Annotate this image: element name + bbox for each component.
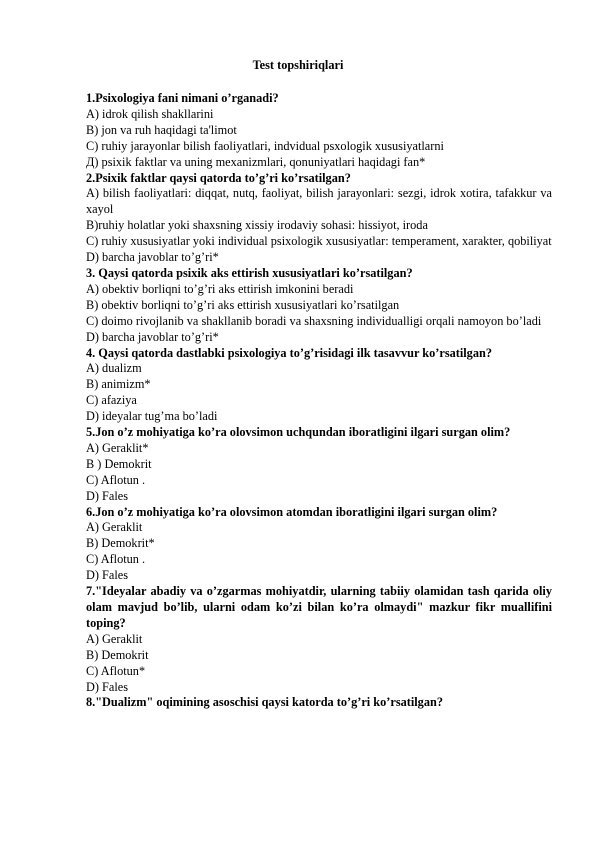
answer-option: A) idrok qilish shakllarini: [86, 106, 214, 121]
answer-option: A) dualizm: [86, 361, 142, 376]
answer-option: C) ruhiy xususiyatlar yoki individual psixologik xususiyatlar: temperament, xarakter, qobiliyat: [86, 234, 552, 249]
answer-option: D) Fales: [86, 488, 129, 503]
answer-option: B) jon va ruh haqidagi ta'limot: [86, 122, 237, 137]
answer-option: A) bilish faoliyatlari: diqqat, nutq, faoliyat, bilish jarayonlari: sezgi, idrok xotira, tafakkur va xayol: [86, 186, 552, 217]
page-title: Test topshiriqlari: [252, 58, 344, 72]
answer-option: A) Geraklit*: [86, 440, 149, 455]
answer-option: D) Fales: [86, 679, 129, 694]
answer-option: B) Demokrit*: [86, 536, 155, 551]
question-text: 5.Jon o’z mohiyatiga ko’ra olovsimon uchqundan iboratligini ilgari surgan olim?: [86, 425, 511, 440]
answer-option: A) obektiv borliqni to’g’ri aks ettirish imkonini beradi: [86, 281, 354, 296]
answer-option: A) Geraklit: [86, 631, 143, 646]
question-text: 7."Ideyalar abadiy va o’zgarmas mohiyatdir, ularning tabiiy olamidan tash qarida oliy olam mavjud bo’lib, ularni odam ko’zi bilan ko’ra olmaydi" mazkur fikr muallifini toping?: [86, 584, 552, 630]
answer-option: C) Aflotun .: [86, 472, 146, 487]
question-text: 6.Jon o’z mohiyatiga ko’ra olovsimon atomdan iboratligini ilgari surgan olim?: [86, 504, 498, 519]
answer-option: D) barcha javoblar to’g’ri*: [86, 250, 219, 265]
answer-option: C) ruhiy jarayonlar bilish faoliyatlari, indvidual psxologik xususiyatlarni: [86, 138, 444, 153]
answer-option: D) ideyalar tug’ma bo’ladi: [86, 409, 218, 424]
question-text: 4. Qaysi qatorda dastlabki psixologiya to’g’risidagi ilk tasavvur ko’rsatilgan?: [86, 345, 492, 360]
answer-option: B) obektiv borliqni to’g’ri aks ettirish xususiyatlari ko’rsatilgan: [86, 297, 400, 312]
answer-option: B)ruhiy holatlar yoki shaxsning xissiy irodaviy sohasi: hissiyot, iroda: [86, 218, 428, 233]
answer-option: Д) psixik faktlar va uning mexanizmlari, qonuniyatlari haqidagi fan*: [86, 154, 426, 169]
answer-option: D) barcha javoblar to’g’ri*: [86, 329, 219, 344]
answer-option: D) Fales: [86, 568, 129, 583]
answer-option: C) afaziya: [86, 393, 137, 408]
question-text: 8."Dualizm" oqimining asoschisi qaysi katorda to’g’ri ko’rsatilgan?: [86, 695, 443, 710]
answer-option: A) Geraklit: [86, 520, 143, 535]
answer-option: C) Aflotun*: [86, 663, 146, 678]
question-text: 3. Qaysi qatorda psixik aks ettirish xususiyatlari ko’rsatilgan?: [86, 265, 413, 280]
answer-option: B) animizm*: [86, 377, 151, 392]
question-text: 1.Psixologiya fani nimani o’rganadi?: [86, 91, 279, 105]
question-text: 2.Psixik faktlar qaysi qatorda to’g’ri ko’rsatilgan?: [86, 170, 351, 185]
answer-option: B ) Demokrit: [86, 456, 152, 471]
answer-option: C) Aflotun .: [86, 552, 146, 567]
questions-list: [86, 91, 552, 711]
answer-option: B) Demokrit: [86, 647, 149, 662]
answer-option: C) doimo rivojlanib va shakllanib boradi va shaxsning individualligi orqali namoyon bo’ladi: [86, 313, 542, 328]
